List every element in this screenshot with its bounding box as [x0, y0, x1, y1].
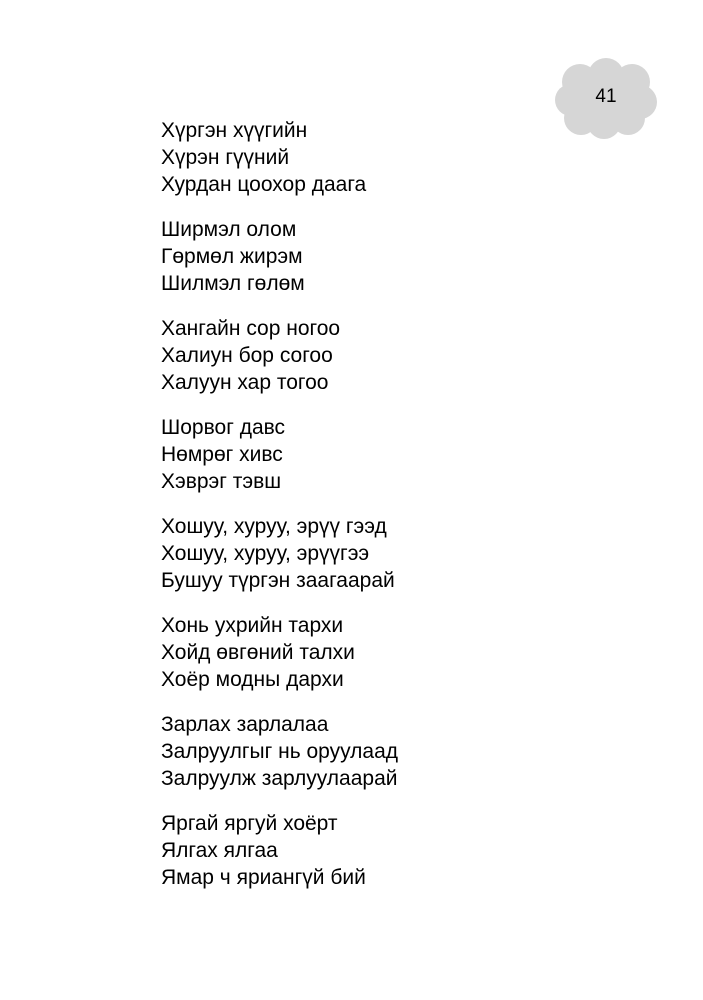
- poem-line: Ямар ч яриангүй бий: [161, 866, 366, 889]
- poem-line: Халуун хар тогоо: [161, 371, 329, 394]
- poem-line: Шилмэл гөлөм: [161, 272, 305, 295]
- stanza: [161, 810, 641, 891]
- poem-line: Нөмрөг хивс: [161, 443, 283, 466]
- poem-line: Хүргэн хүүгийн: [161, 119, 308, 142]
- poem-line: Бушуу түргэн заагаарай: [161, 569, 395, 592]
- poem-line: Хойд өвгөний талхи: [161, 641, 355, 664]
- poem-line: Залруулгыг нь оруулаад: [161, 740, 398, 763]
- poem-line: Яргай яргуй хоёрт: [161, 812, 338, 835]
- poem-line: Залруулж зарлуулаарай: [161, 767, 398, 790]
- poem-line: Хэврэг тэвш: [161, 470, 282, 493]
- poem-text: [161, 117, 641, 909]
- poem-line: Хоёр модны дархи: [161, 668, 344, 691]
- poem-line: Шорвог давс: [161, 416, 286, 439]
- page-number: 41: [595, 86, 617, 107]
- poem-line: Хошуу, хуруу, эрүүгээ: [161, 542, 370, 565]
- stanza: [161, 711, 641, 792]
- stanza: [161, 315, 641, 396]
- poem-line: Хонь ухрийн тархи: [161, 614, 344, 637]
- poem-line: Халиун бор согоо: [161, 344, 333, 367]
- poem-line: Хангайн сор ногоо: [161, 317, 341, 340]
- poem-line: Зарлах зарлалаа: [161, 713, 329, 736]
- stanza: [161, 513, 641, 594]
- stanza: [161, 414, 641, 495]
- poem-line: Хурдан цоохор даага: [161, 173, 367, 196]
- poem-line: Хүрэн гүүний: [161, 146, 290, 169]
- stanza: [161, 117, 641, 198]
- poem-line: Гөрмөл жирэм: [161, 245, 303, 268]
- poem-line: Ширмэл олом: [161, 218, 297, 241]
- poem-line: Ялгах ялгаа: [161, 839, 278, 862]
- stanza: [161, 612, 641, 693]
- stanza: [161, 216, 641, 297]
- poem-line: Хошуу, хуруу, эрүү гээд: [161, 515, 387, 538]
